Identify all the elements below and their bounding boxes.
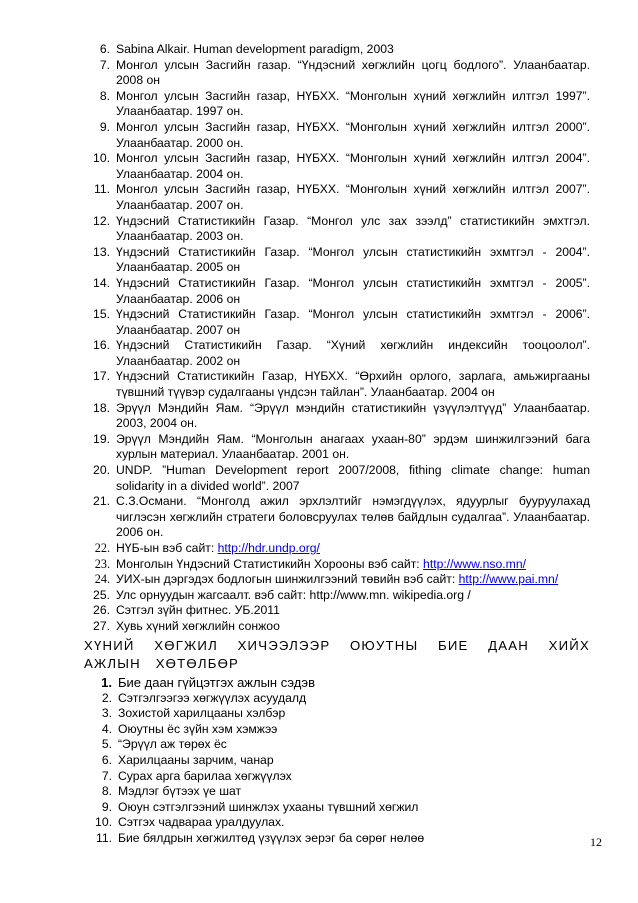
reference-text xyxy=(116,572,590,588)
topic-item xyxy=(84,800,590,816)
reference-item xyxy=(84,603,590,619)
reference-item xyxy=(84,42,590,58)
reference-number: 8. xyxy=(99,88,110,103)
reference-text-part: Sabina Alkair. Human development paradigm, 2003 xyxy=(116,42,394,56)
topic-list xyxy=(84,675,590,847)
topic-number: 6. xyxy=(101,752,112,767)
topic-text: Сурах арга барилаа хөгжүүлэх xyxy=(118,768,292,783)
topic-text: Сэтгэх чадвараа уралдуулах. xyxy=(118,815,285,830)
reference-item xyxy=(84,432,590,463)
reference-text xyxy=(116,588,590,604)
reference-text-part: Улс орнуудын жагсаалт. вэб сайт: http://www.mn. wikipedia.org / xyxy=(116,587,471,602)
reference-text xyxy=(116,619,590,635)
section-heading: ХҮНИЙ ХӨГЖИЛ ХИЧЭЭЛЭЭР ОЮУТНЫ БИЕ ДААН ХИЙХ АЖЛЫН ХӨТӨЛБӨР xyxy=(84,638,590,671)
reference-text-part: Үндэсний Статистикийн Газар. “Хүний хөгжлийн индексийн тооцоолол”. Улаанбаатар. 2002 он xyxy=(116,338,590,368)
reference-text xyxy=(116,120,590,151)
reference-text xyxy=(116,338,590,369)
reference-number: 21. xyxy=(93,494,110,509)
reference-number: 11. xyxy=(93,182,110,197)
reference-text xyxy=(116,42,590,58)
reference-text xyxy=(116,245,590,276)
reference-text-part: UNDP. ”Human Development report 2007/2008, fithing climate change: human solidarity in a divided world”. 2007 xyxy=(116,463,590,493)
reference-link[interactable]: http://www.pai.mn/ xyxy=(458,572,559,587)
reference-number: 22. xyxy=(94,541,110,555)
reference-number: 10. xyxy=(93,151,110,166)
reference-item xyxy=(84,494,590,541)
reference-number: 23. xyxy=(94,556,110,571)
topic-item xyxy=(84,675,590,691)
topic-text: Сэтгэлгээгээ хөгжүүлэх асуудалд xyxy=(118,690,307,705)
reference-text-part: Эрүүл Мэндийн Яам. “Эрүүл мэндийн статистикийн үзүүлэлтүүд” Улаанбаатар. 2003, 2004 он. xyxy=(116,400,590,431)
reference-text-part: Хувь хүний хөгжлийн сонжоо xyxy=(116,618,280,633)
reference-number: 15. xyxy=(93,307,110,322)
reference-text-part: Эрүүл Мэндийн Яам. “Монголын анагаах ухаан-80” эрдэм шинжилгээний бага хурлын материал. Улаанбаатар. 2001 он. xyxy=(116,431,590,462)
reference-text xyxy=(116,603,590,619)
reference-number: 14. xyxy=(93,275,110,290)
reference-text-part: Монгол улсын Засгийн газар. “Үндэсний хөгжлийн цогц бодлого”. Улаанбаатар. 2008 он xyxy=(116,57,590,88)
topic-text: Мэдлэг бүтээх үе шат xyxy=(118,784,242,799)
reference-text xyxy=(116,182,590,213)
reference-text-part: С.З.Османи. “Монголд ажил эрхлэлтийг нэмэгдүүлэх, ядуурлыг бууруулахад чиглэсэн хөгжлийн стратеги боловсруулах төлөв байдлын судалгаа”. Улаанбаатар. 2006 он. xyxy=(116,494,590,540)
topic-item xyxy=(84,737,590,753)
reference-item xyxy=(84,557,590,573)
topic-item xyxy=(84,831,590,847)
reference-item xyxy=(84,307,590,338)
topic-number: 2. xyxy=(101,690,112,705)
topic-number: 3. xyxy=(101,706,112,721)
reference-text xyxy=(116,369,590,400)
topic-number: 4. xyxy=(101,721,112,736)
reference-text-part: НҮБ-ын вэб сайт: xyxy=(116,541,218,555)
reference-text xyxy=(116,401,590,432)
reference-text xyxy=(116,276,590,307)
reference-text xyxy=(116,432,590,463)
reference-list xyxy=(84,42,590,635)
topic-number: 9. xyxy=(101,799,112,814)
reference-link[interactable]: http://www.nso.mn/ xyxy=(423,556,527,571)
topic-text: Оюун сэтгэлгээний шинжлэх ухааны түвшний хөгжил xyxy=(118,799,419,814)
reference-number: 6. xyxy=(99,42,110,56)
reference-item xyxy=(84,151,590,182)
reference-text-part: Үндэсний Статистикийн Газар. “Монгол улсын статистикийн эхмтгэл - 2005”. Улаанбаатар. 2006 он xyxy=(116,275,590,306)
reference-text-part: Сэтгэл зүйн фитнес. УБ.2011 xyxy=(116,603,280,618)
reference-item xyxy=(84,214,590,245)
reference-item xyxy=(84,276,590,307)
reference-item xyxy=(84,588,590,604)
reference-text xyxy=(116,89,590,120)
reference-number: 19. xyxy=(93,431,110,446)
reference-number: 12. xyxy=(93,213,110,228)
topic-text: Бие даан гүйцэтгэх ажлын сэдэв xyxy=(118,675,315,690)
reference-text-part: Үндэсний Статистикийн Газар. “Монгол улсын статистикийн эхмтгэл - 2006”. Улаанбаатар. 2007 он xyxy=(116,307,590,337)
topic-item xyxy=(84,706,590,722)
reference-text xyxy=(116,307,590,338)
reference-item xyxy=(84,619,590,635)
reference-text xyxy=(116,541,590,557)
reference-text-part: Үндэсний Статистикийн Газар. “Монгол улс зах зээлд” статистикийн эмхтгэл. Улаанбаатар. 2003 он. xyxy=(116,213,590,244)
reference-item xyxy=(84,463,590,494)
reference-item xyxy=(84,338,590,369)
reference-number: 18. xyxy=(93,400,110,415)
reference-number: 27. xyxy=(93,618,110,633)
topic-text: Харилцааны зарчим, чанар xyxy=(118,752,274,767)
reference-text-part: Монгол улсын Засгийн газар, НҮБХХ. “Монголын хүний хөгжлийн илтгэл 1997”. Улаанбаатар. 1997 он. xyxy=(116,88,590,119)
reference-number: 16. xyxy=(93,338,110,353)
reference-number: 9. xyxy=(99,119,110,134)
reference-item xyxy=(84,58,590,89)
reference-text xyxy=(116,494,590,541)
topic-text: Бие бялдрын хөгжилтөд үзүүлэх эерэг ба сөрөг нөлөө xyxy=(118,830,425,845)
reference-text-part: УИХ-ын дэргэдэх бодлогын шинжилгээний төвийн вэб сайт: xyxy=(116,572,459,587)
reference-number: 17. xyxy=(93,369,110,384)
reference-number: 25. xyxy=(93,587,110,602)
reference-link[interactable]: http://hdr.undp.org/ xyxy=(217,541,320,555)
reference-text-part: Монгол улсын Засгийн газар, НҮБХХ. “Монголын хүний хөгжлийн илтгэл 2007”. Улаанбаатар. 2007 он. xyxy=(116,182,590,212)
topic-number: 10. xyxy=(95,815,112,830)
reference-item xyxy=(84,245,590,276)
topic-number: 7. xyxy=(101,768,112,783)
reference-item xyxy=(84,89,590,120)
topic-item xyxy=(84,722,590,738)
page-number: 12 xyxy=(590,835,602,849)
topic-number: 5. xyxy=(101,737,112,752)
reference-item xyxy=(84,541,590,557)
reference-text xyxy=(116,151,590,182)
topic-number: 1. xyxy=(101,675,112,690)
reference-item xyxy=(84,120,590,151)
topic-item xyxy=(84,691,590,707)
topic-text: Зохистой харилцааны хэлбэр xyxy=(118,706,286,721)
topic-item xyxy=(84,753,590,769)
topic-item xyxy=(84,784,590,800)
topic-number: 8. xyxy=(101,784,112,799)
reference-text xyxy=(116,463,590,494)
reference-number: 24. xyxy=(94,572,110,587)
reference-text xyxy=(116,58,590,89)
reference-text-part: Монгол улсын Засгийн газар, НҮБХХ. “Монголын хүний хөгжлийн илтгэл 2000”. Улаанбаатар. 2000 он. xyxy=(116,119,590,150)
reference-text xyxy=(116,214,590,245)
reference-number: 7. xyxy=(99,57,110,72)
reference-item xyxy=(84,182,590,213)
reference-item xyxy=(84,369,590,400)
reference-number: 20. xyxy=(93,463,110,478)
reference-text-part: Монгол улсын Засгийн газар, НҮБХХ. “Монголын хүний хөгжлийн илтгэл 2004”. Улаанбаатар. 2004 он. xyxy=(116,151,590,181)
reference-text-part: Үндэсний Статистикийн Газар, НҮБХХ. “Өрхийн орлого, зарлага, амьжиргааны түвшний түүвэр судалгааны үндсэн тайлан”. Улаанбаатар. 2004 он xyxy=(116,369,590,400)
topic-item xyxy=(84,769,590,785)
topic-text: Оюутны ёс зүйн хэм хэмжээ xyxy=(118,721,278,736)
reference-number: 13. xyxy=(93,244,110,259)
topic-item xyxy=(84,815,590,831)
reference-item xyxy=(84,572,590,588)
reference-number: 26. xyxy=(93,603,110,618)
topic-text: “Эрүүл аж төрөх ёс xyxy=(118,737,227,752)
reference-text-part: Үндэсний Статистикийн Газар. “Монгол улсын статистикийн эхмтгэл - 2004”. Улаанбаатар. 2005 он xyxy=(116,244,590,275)
reference-text xyxy=(116,557,590,573)
reference-item xyxy=(84,401,590,432)
topic-number: 11. xyxy=(95,830,112,845)
reference-text-part: Монголын Үндэсний Статистикийн Хорооны вэб сайт: xyxy=(116,556,424,571)
